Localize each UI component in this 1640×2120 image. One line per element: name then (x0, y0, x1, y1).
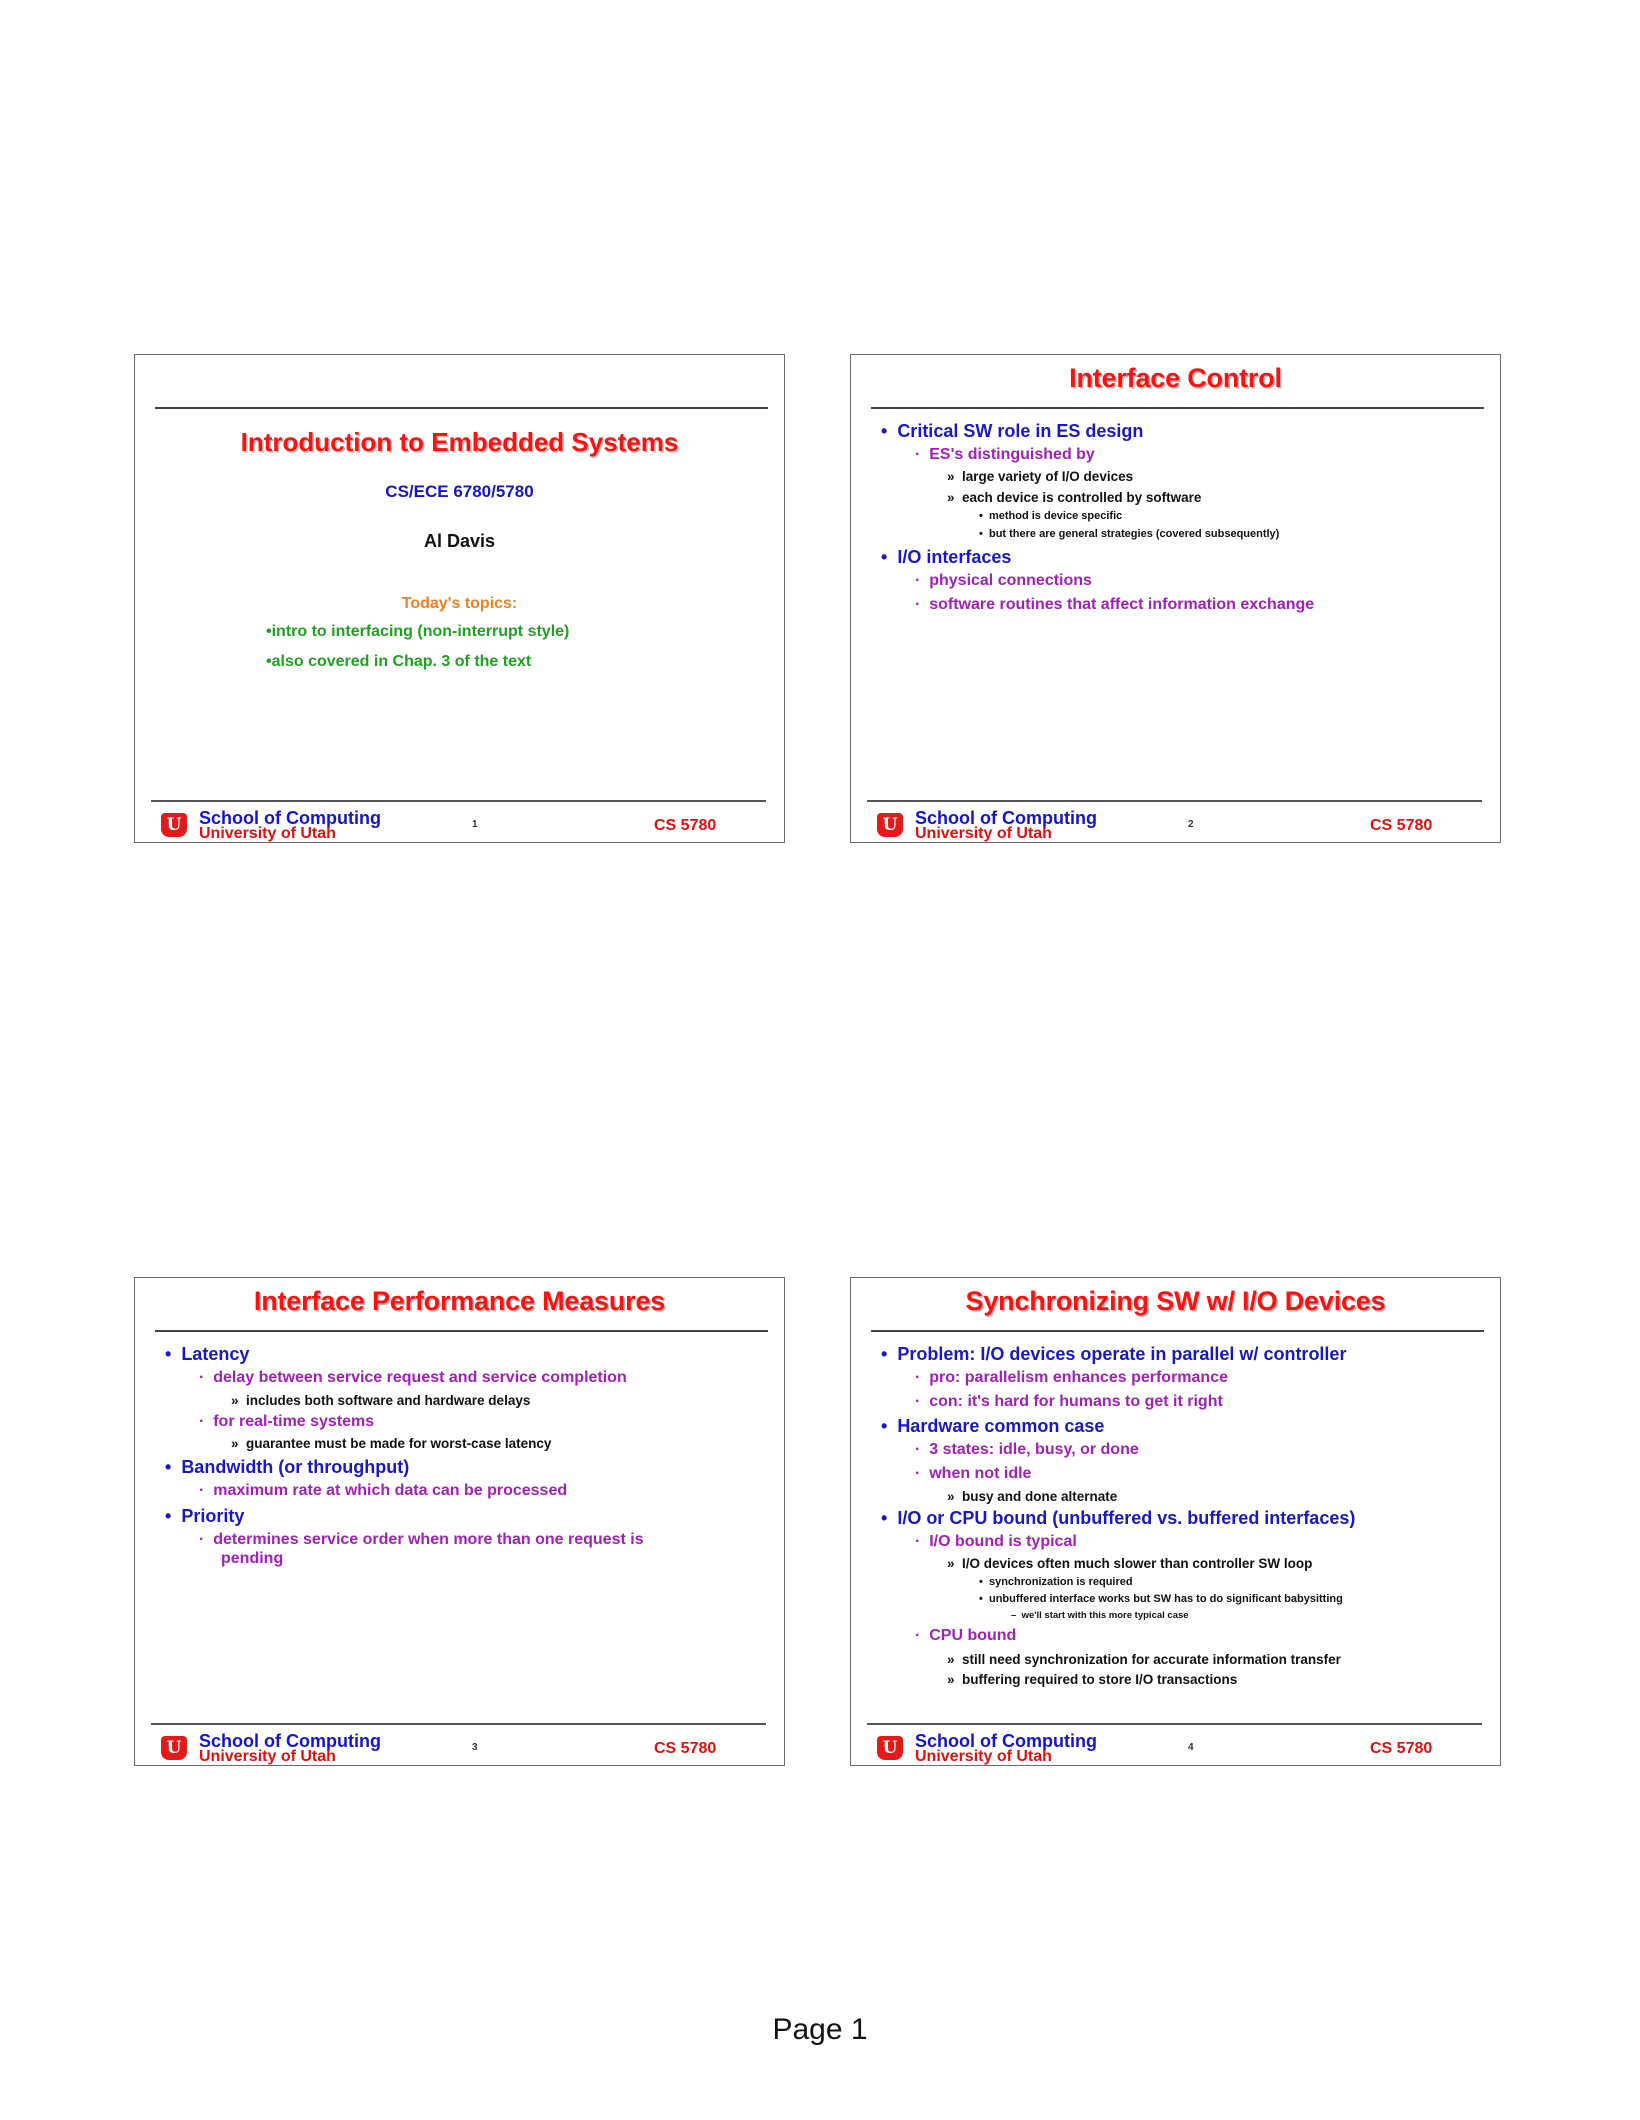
bullet-line: · 3 states: idle, busy, or done (915, 1441, 1139, 1458)
org-line-2: University of Utah (915, 825, 1052, 842)
org-line-1: School of Computing (915, 808, 1097, 828)
bullet-line: • method is device specific (979, 510, 1123, 522)
bullet-line: · con: it's hard for humans to get it right (915, 1393, 1223, 1410)
org-line-2: University of Utah (199, 825, 336, 842)
bullet-line: • Critical SW role in ES design (881, 421, 1144, 441)
bullet-line: • I/O interfaces (881, 547, 1012, 567)
author-name: Al Davis (423, 531, 496, 551)
slide-2 (850, 354, 1501, 843)
bullet-line: · I/O bound is typical (915, 1533, 1077, 1550)
org-line-1: School of Computing (915, 1731, 1097, 1751)
topics-heading: Today's topics: (401, 595, 518, 612)
bullet-line: » includes both software and hardware delays (231, 1393, 531, 1408)
slide-3 (134, 1277, 785, 1766)
organization (199, 808, 381, 842)
bullet-line: • I/O or CPU bound (unbuffered vs. buffered interfaces) (881, 1508, 1356, 1528)
slide-title: Synchronizing SW w/ I/O Devices (965, 1286, 1386, 1316)
org-line-2: University of Utah (199, 1748, 336, 1765)
org-line-1: School of Computing (199, 1731, 381, 1751)
topic-item: •also covered in Chap. 3 of the text (266, 653, 532, 670)
bullet-line: • Priority (165, 1506, 245, 1526)
bullet-line: » each device is controlled by software (947, 490, 1202, 505)
bullet-line: – we'll start with this more typical case (1011, 1610, 1189, 1621)
slide-footer (135, 1728, 784, 1765)
title-rule (155, 407, 768, 409)
footer-rule (151, 1723, 766, 1725)
bullet-line: · determines service order when more than one request is (199, 1531, 644, 1548)
slide-number: 2 (1188, 819, 1194, 830)
title-rule (871, 407, 1484, 409)
bullet-line: · software routines that affect information exchange (915, 596, 1315, 613)
course-label: CS 5780 (1370, 1740, 1433, 1757)
slide-footer (851, 805, 1500, 842)
bullet-line-continued: pending (221, 1550, 284, 1567)
bullet-line: · pro: parallelism enhances performance (915, 1369, 1228, 1386)
slide-footer (135, 805, 784, 842)
slide-footer (851, 1728, 1500, 1765)
university-logo-icon: U (877, 813, 903, 837)
footer-rule (867, 1723, 1482, 1725)
slide-1 (134, 354, 785, 843)
organization (199, 1731, 381, 1765)
topic-item: •intro to interfacing (non-interrupt style) (266, 623, 570, 640)
bullet-line: · for real-time systems (199, 1413, 375, 1430)
bullet-line: · delay between service request and service completion (199, 1369, 627, 1386)
course-label: CS 5780 (1370, 817, 1433, 834)
bullet-line: • unbuffered interface works but SW has to do significant babysitting (979, 1593, 1343, 1605)
university-logo-icon: U (877, 1736, 903, 1760)
bullet-line: • Hardware common case (881, 1416, 1105, 1436)
bullet-line: » busy and done alternate (947, 1489, 1118, 1504)
bullet-line: • Bandwidth (or throughput) (165, 1457, 410, 1477)
university-logo-icon: U (161, 813, 187, 837)
title-rule (155, 1330, 768, 1332)
bullet-line: » large variety of I/O devices (947, 469, 1134, 484)
bullet-line: » I/O devices often much slower than controller SW loop (947, 1556, 1313, 1571)
bullet-line: · when not idle (915, 1465, 1032, 1482)
course-number: CS/ECE 6780/5780 (385, 482, 534, 501)
slide-title: Interface Performance Measures (253, 1286, 666, 1316)
title-rule (871, 1330, 1484, 1332)
course-label: CS 5780 (654, 817, 717, 834)
bullet-line: • synchronization is required (979, 1576, 1133, 1588)
bullet-line: » guarantee must be made for worst-case latency (231, 1436, 552, 1451)
bullet-line: · ES's distinguished by (915, 446, 1095, 463)
organization (915, 808, 1097, 842)
bullet-line: • Problem: I/O devices operate in parallel w/ controller (881, 1344, 1347, 1364)
slide-title: Introduction to Embedded Systems (240, 427, 679, 457)
bullet-line: · CPU bound (915, 1627, 1017, 1644)
course-label: CS 5780 (654, 1740, 717, 1757)
bullet-line: · maximum rate at which data can be processed (199, 1482, 568, 1499)
bullet-line: · physical connections (915, 572, 1092, 589)
slide-number: 4 (1188, 1742, 1194, 1753)
slide-title: Interface Control (1069, 363, 1282, 393)
slide-4 (850, 1277, 1501, 1766)
bullet-line: • but there are general strategies (covered subsequently) (979, 528, 1280, 540)
bullet-line: • Latency (165, 1344, 250, 1364)
footer-rule (151, 800, 766, 802)
slide-number: 3 (472, 1742, 478, 1753)
page-label: Page 1 (772, 2013, 868, 2046)
footer-rule (867, 800, 1482, 802)
slide-number: 1 (472, 819, 478, 830)
org-line-1: School of Computing (199, 808, 381, 828)
university-logo-icon: U (161, 1736, 187, 1760)
bullet-line: » buffering required to store I/O transactions (947, 1672, 1238, 1687)
organization (915, 1731, 1097, 1765)
org-line-2: University of Utah (915, 1748, 1052, 1765)
bullet-line: » still need synchronization for accurate information transfer (947, 1652, 1341, 1667)
